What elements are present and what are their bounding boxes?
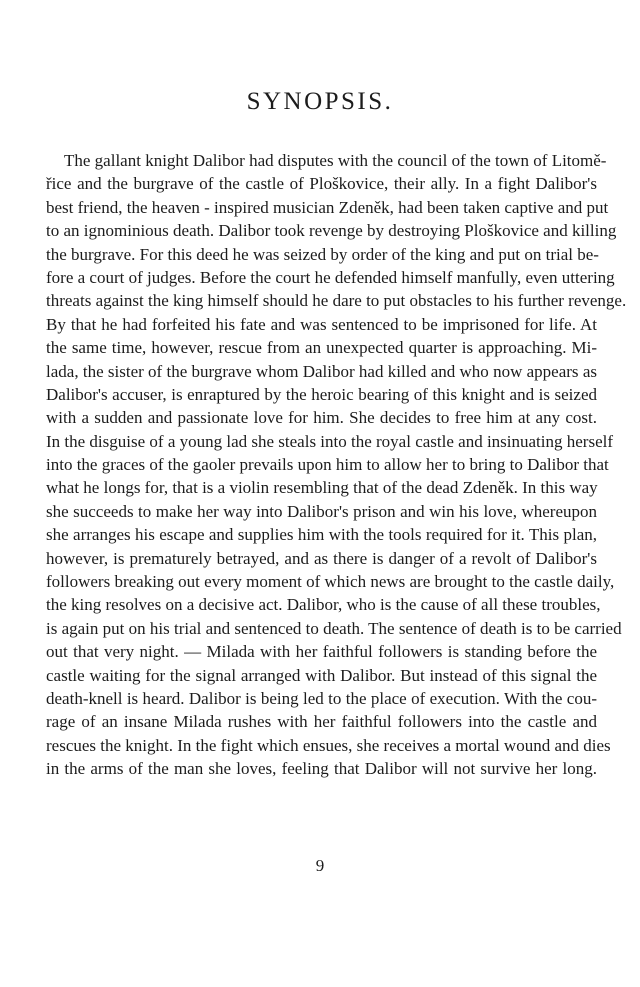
text-line: řice and the burgrave of the castle of Ploškovice, their ally. In a fight Dalibor's [46,174,597,194]
text-line: however, is prematurely betrayed, and as there is danger of a revolt of Dalibor's [46,548,597,568]
text-line: fore a court of judges. Before the court he defended himself manfully, even uttering [46,267,615,287]
text-line: By that he had forfeited his fate and was sentenced to be imprisoned for life. At [46,314,597,334]
text-line: followers breaking out every moment of which news are brought to the castle daily, [46,572,615,592]
text-line: threats against the king himself should he dare to put obstacles to his further revenge. [46,291,627,311]
text-line: In the disguise of a young lad she steals into the royal castle and insinuating herself [46,431,614,451]
text-line: what he longs for, that is a violin resembling that of the dead Zdeněk. In this way [46,478,598,498]
text-line: lada, the sister of the burgrave whom Dalibor had killed and who now appears as [46,361,597,381]
text-line: death-knell is heard. Dalibor is being led to the place of execution. With the cou- [46,688,597,708]
synopsis-paragraph [46,149,627,781]
text-line: she arranges his escape and supplies him with the tools required for it. This plan, [46,525,597,545]
text-line: in the arms of the man she loves, feeling that Dalibor will not survive her long. [46,759,597,779]
text-line: castle waiting for the signal arranged with Dalibor. But instead of this signal the [46,665,597,685]
text-line: to an ignominious death. Dalibor took revenge by destroying Ploškovice and killing [46,221,617,241]
text-line: the burgrave. For this deed he was seized by order of the king and put on trial be- [46,244,599,264]
text-line: out that very night. — Milada with her faithful followers is standing before the [46,642,597,662]
text-line: the same time, however, rescue from an unexpected quarter is approaching. Mi- [46,338,597,358]
text-line: best friend, the heaven - inspired musician Zdeněk, had been taken captive and put [46,197,609,217]
text-line: Dalibor's accuser, is enraptured by the heroic bearing of this knight and is seized [46,384,597,404]
text-line: the king resolves on a decisive act. Dalibor, who is the cause of all these troubles, [46,595,601,615]
text-line: rage of an insane Milada rushes with her faithful followers into the castle and [46,712,597,732]
text-line: into the graces of the gaoler prevails upon him to allow her to bring to Dalibor that [46,455,609,475]
page-title: SYNOPSIS. [246,88,394,115]
page-number: 9 [315,856,325,875]
text-line: is again put on his trial and sentenced to death. The sentence of death is to be carried [46,618,622,638]
text-line: rescues the knight. In the fight which ensues, she receives a mortal wound and dies [46,735,611,755]
text-line: with a sudden and passionate love for him. She decides to free him at any cost. [46,408,597,428]
text-line: she succeeds to make her way into Dalibor's prison and win his love, whereupon [46,501,597,521]
text-line: The gallant knight Dalibor had disputes with the council of the town of Litomě- [64,151,607,170]
